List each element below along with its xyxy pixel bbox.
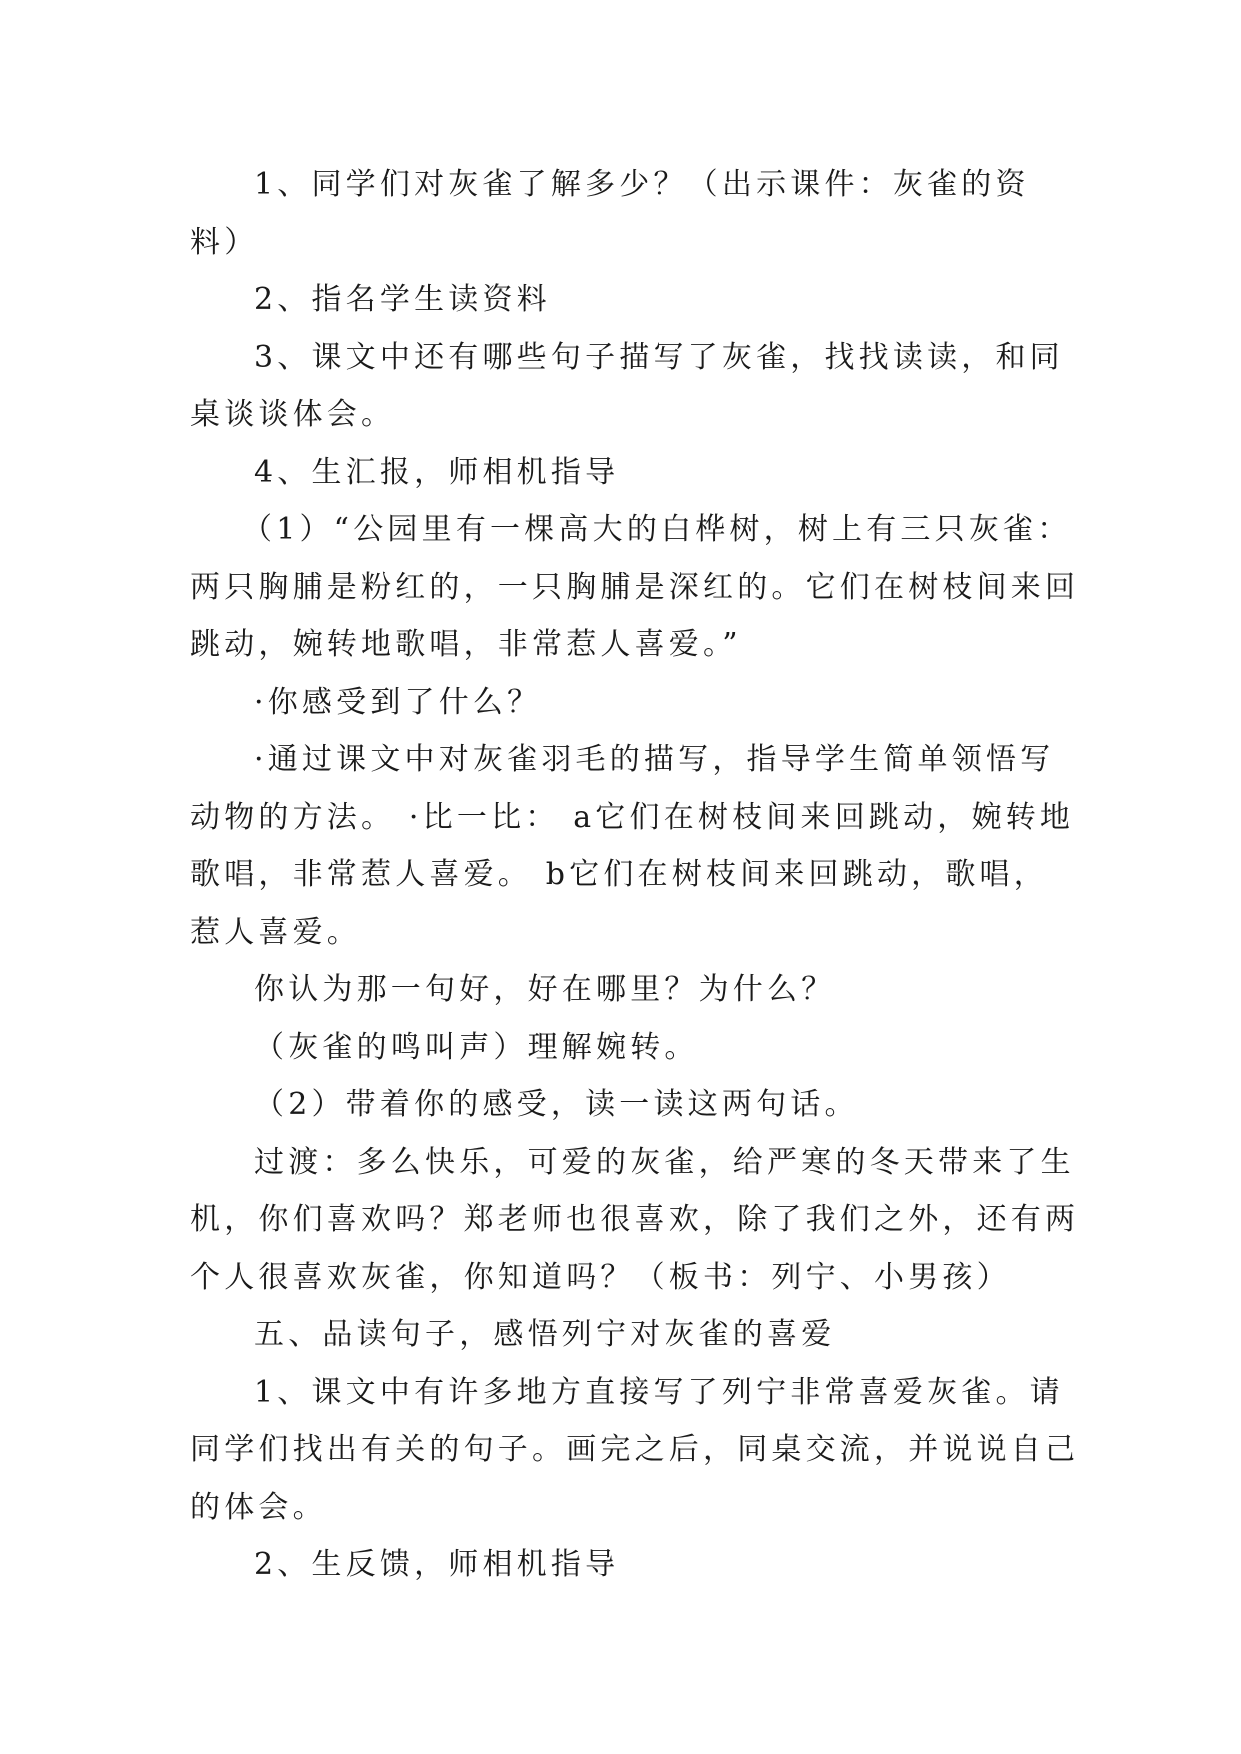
paragraph-12: 五、品读句子，感悟列宁对灰雀的喜爱 [254, 1317, 836, 1352]
paragraph-10: （2）带着你的感受，读一读这两句话。 [254, 1087, 859, 1122]
paragraph-8: 你认为那一句好，好在哪里？为什么？ [254, 972, 836, 1007]
paragraph-1: 1、同学们对灰雀了解多少？（出示课件：灰雀的资料） [190, 167, 1030, 260]
paragraph-7: ·通过课文中对灰雀羽毛的描写，指导学生简单领悟写动物的方法。 ·比一比： a它们在树枝间来回跳动，婉转地歌唱，非常惹人喜爱。 b它们在树枝间来回跳动，歌唱，惹人喜爱。 [190, 742, 1075, 950]
document-body [190, 156, 1080, 1594]
paragraph-13: 1、课文中有许多地方直接写了列宁非常喜爱灰雀。请同学们找出有关的句子。画完之后，同桌交流，并说说自己的体会。 [190, 1374, 1080, 1525]
paragraph-4: 4、生汇报，师相机指导 [254, 454, 620, 490]
paragraph-14: 2、生反馈，师相机指导 [254, 1547, 620, 1582]
paragraph-5: （1）“公园里有一棵高大的白桦树，树上有三只灰雀：两只胸脯是粉红的，一只胸脯是深红的。它们在树枝间来回跳动，婉转地歌唱，非常惹人喜爱。” [190, 512, 1080, 662]
paragraph-3: 3、课文中还有哪些句子描写了灰雀，找找读读，和同桌谈谈体会。 [190, 339, 1064, 432]
paragraph-11: 过渡：多么快乐，可爱的灰雀，给严寒的冬天带来了生机，你们喜欢吗？郑老师也很喜欢，除了我们之外，还有两个人很喜欢灰雀，你知道吗？（板书：列宁、小男孩） [190, 1144, 1080, 1295]
paragraph-6: ·你感受到了什么？ [254, 684, 542, 720]
paragraph-2: 2、指名学生读资料 [254, 282, 551, 317]
paragraph-9: （灰雀的鸣叫声）理解婉转。 [254, 1029, 699, 1065]
